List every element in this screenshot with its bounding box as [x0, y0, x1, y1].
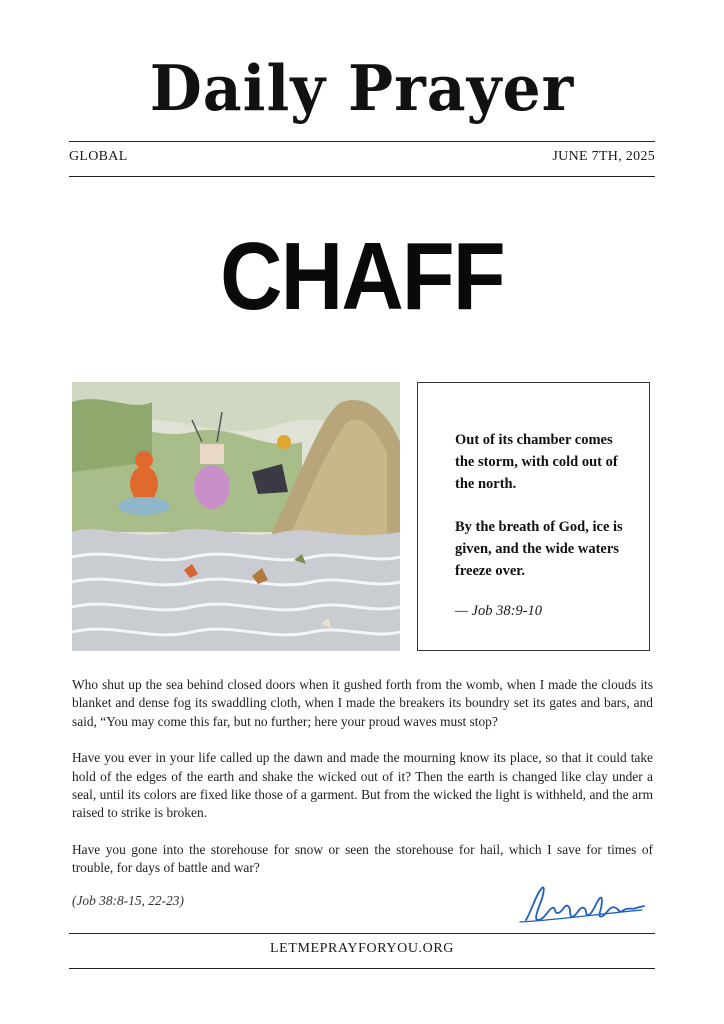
masthead-title: Daily Prayer: [149, 52, 575, 126]
signature-image: [518, 880, 648, 928]
website-link[interactable]: LETMEPRAYFORYOU.ORG: [270, 941, 454, 956]
body-paragraph: Have you ever in your life called up the dawn and made the mourning know its place, so that it could take hold of the edges of the earth and shake the wicked out of it? Then the earth is changed like clay under a seal, until its colors are fixed like those of a garment. But from the wicked the light is withheld, and the arm raised to strike is broken.: [72, 750, 653, 821]
quote-paragraph-2: By the breath of God, ice is given, and the wide waters freeze over.: [455, 519, 623, 579]
date-label: JUNE 7TH, 2025: [552, 149, 655, 164]
body-paragraph: Who shut up the sea behind closed doors when it gushed forth from the womb, when I made the clouds its blanket and dense fog its swaddling cloth, when I made the breakers its boundry set its gates and bars, and said, “You may come this far, but no further; here your proud waves must stop?: [72, 677, 653, 729]
scripture-citation: (Job 38:8-15, 22-23): [72, 893, 184, 908]
scripture-quote-box: [417, 382, 650, 651]
illustration-painting: [72, 382, 400, 651]
region-label: GLOBAL: [69, 149, 128, 164]
body-text: [72, 676, 653, 896]
quote-reference: — Job 38:9-10: [455, 603, 542, 619]
top-rule: [69, 141, 655, 142]
headline: CHAFF: [220, 223, 504, 330]
quote-paragraph-1: Out of its chamber comes the storm, with cold out of the north.: [455, 432, 618, 492]
footer-bottom-rule: [69, 968, 655, 969]
dateline-rule: [69, 176, 655, 177]
dateline: [69, 149, 655, 169]
body-paragraph: Have you gone into the storehouse for snow or seen the storehouse for hail, which I save for times of trouble, for days of battle and war?: [72, 841, 653, 876]
footer-top-rule: [69, 933, 655, 934]
